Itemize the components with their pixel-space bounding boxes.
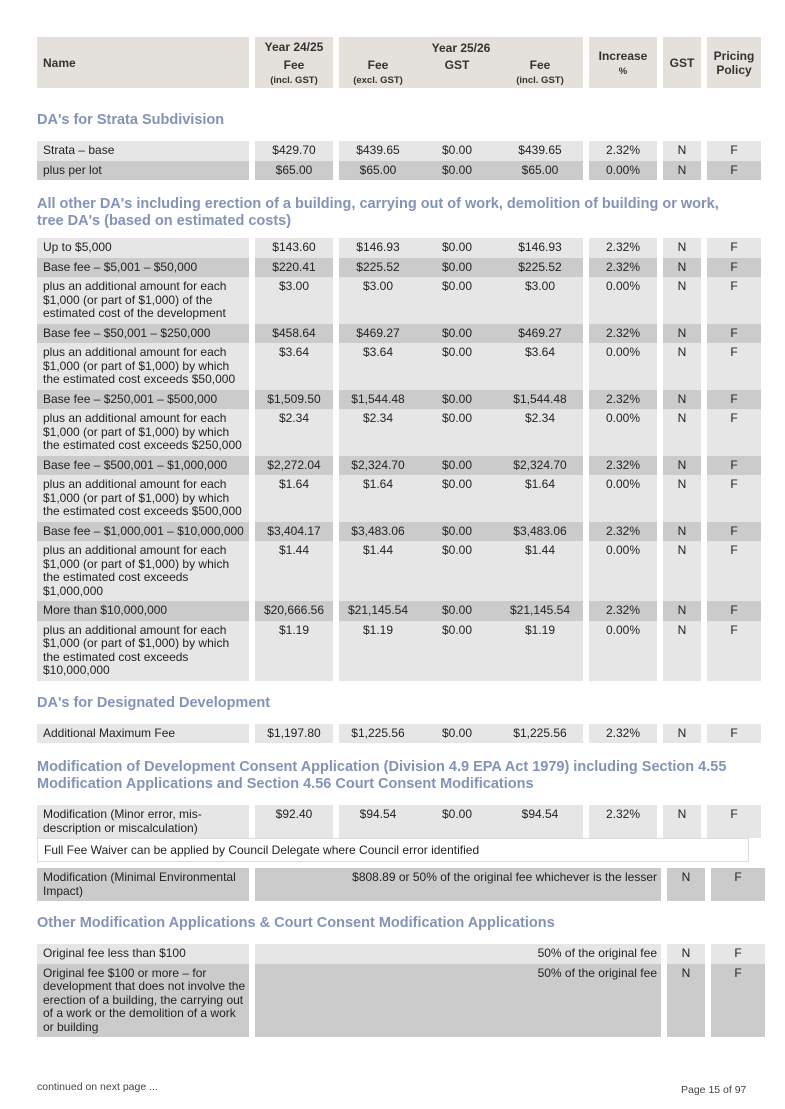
header-year-2526: Year 25/26 Fee (excl. GST) GST Fee (incl. GST) (339, 37, 583, 88)
row-name: plus an additional amount for each $1,000 (or part of $1,000) by which the estimated cost exceeds $250,000 (37, 409, 249, 456)
fee-2526-excl-gst: $3.00 (339, 277, 417, 324)
table-row (37, 238, 749, 258)
pricing-policy: F (707, 541, 761, 601)
gst-2526: $0.00 (417, 601, 497, 621)
increase-percent: 2.32% (589, 456, 657, 476)
gst-2526: $0.00 (417, 456, 497, 476)
gst-flag: N (663, 277, 701, 324)
fee-2425-incl-gst: $1,197.80 (255, 724, 333, 744)
fee-2526-incl-gst: $225.52 (497, 258, 583, 278)
fee-schedule-page (37, 37, 755, 1037)
row-name: Up to $5,000 (37, 238, 249, 258)
fee-2526-incl-gst: $65.00 (497, 161, 583, 181)
row-name: Original fee less than $100 (37, 944, 249, 964)
fee-2526-excl-gst: $146.93 (339, 238, 417, 258)
gst-2526: $0.00 (417, 238, 497, 258)
row-name: More than $10,000,000 (37, 601, 249, 621)
pricing-policy: F (707, 456, 761, 476)
fee-2526-excl-gst: $1,544.48 (339, 390, 417, 410)
fee-2425-incl-gst: $458.64 (255, 324, 333, 344)
increase-percent: 0.00% (589, 277, 657, 324)
pricing-policy: F (707, 805, 761, 838)
increase-percent: 0.00% (589, 621, 657, 681)
gst-flag: N (663, 475, 701, 522)
fee-2526-incl-gst: $3.64 (497, 343, 583, 390)
table-row (37, 601, 749, 621)
gst-flag: N (667, 944, 705, 964)
fee-2526-incl-gst: $1,544.48 (497, 390, 583, 410)
table-row (37, 277, 749, 324)
gst-flag: N (663, 258, 701, 278)
section-title: Other Modification Applications & Court Consent Modification Applications (37, 915, 555, 931)
section-title: DA's for Strata Subdivision (37, 112, 225, 128)
increase-percent: 2.32% (589, 390, 657, 410)
gst-flag: N (667, 868, 705, 901)
row-name: Original fee $100 or more – for development that does not involve the erection of a building, the carrying out of a work or the demolition of a work or building (37, 964, 249, 1038)
gst-2526: $0.00 (417, 475, 497, 522)
table-row (37, 964, 749, 1038)
pricing-policy: F (707, 621, 761, 681)
fee-2526-excl-gst: $1.44 (339, 541, 417, 601)
section-title: Modification of Development Consent Application (Division 4.9 EPA Act 1979) including Section 4.55 Modification Applications and Section 4.56 Court Consent Modifications (37, 759, 727, 792)
gst-flag: N (663, 541, 701, 601)
gst-2526: $0.00 (417, 541, 497, 601)
row-name: plus an additional amount for each $1,000 (or part of $1,000) by which the estimated cost exceeds $500,000 (37, 475, 249, 522)
table-row (37, 868, 749, 901)
fee-2425-incl-gst: $3.64 (255, 343, 333, 390)
fee-2526-excl-gst: $1.64 (339, 475, 417, 522)
fee-2526-excl-gst: $3,483.06 (339, 522, 417, 542)
page-number: Page 15 of 97 (681, 1084, 747, 1096)
row-name: plus per lot (37, 161, 249, 181)
pricing-policy: F (711, 964, 765, 1038)
increase-percent: 2.32% (589, 601, 657, 621)
increase-percent: 2.32% (589, 258, 657, 278)
gst-2526: $0.00 (417, 522, 497, 542)
table-row (37, 390, 749, 410)
fee-2526-excl-gst: $469.27 (339, 324, 417, 344)
fee-2526-excl-gst: $225.52 (339, 258, 417, 278)
gst-2526: $0.00 (417, 390, 497, 410)
table-row (37, 409, 749, 456)
fee-waiver-note: Full Fee Waiver can be applied by Council Delegate where Council error identified (37, 838, 749, 862)
increase-percent: 0.00% (589, 409, 657, 456)
table-row (37, 258, 749, 278)
table-header (37, 37, 755, 88)
gst-flag: N (663, 141, 701, 161)
pricing-policy: F (707, 724, 761, 744)
fee-2526-incl-gst: $3,483.06 (497, 522, 583, 542)
pricing-policy: F (707, 324, 761, 344)
table-row (37, 343, 749, 390)
pricing-policy: F (707, 238, 761, 258)
row-name: plus an additional amount for each $1,000 (or part of $1,000) by which the estimated cost exceeds $10,000,000 (37, 621, 249, 681)
fee-2425-incl-gst: $2.34 (255, 409, 333, 456)
gst-2526: $0.00 (417, 324, 497, 344)
fee-2526-excl-gst: $2,324.70 (339, 456, 417, 476)
row-name: Base fee – $5,001 – $50,000 (37, 258, 249, 278)
pricing-policy: F (707, 522, 761, 542)
gst-2526: $0.00 (417, 805, 497, 838)
increase-percent: 0.00% (589, 475, 657, 522)
fee-2526-incl-gst: $1.64 (497, 475, 583, 522)
fee-2526-excl-gst: $439.65 (339, 141, 417, 161)
fee-2526-excl-gst: $1,225.56 (339, 724, 417, 744)
gst-flag: N (663, 456, 701, 476)
gst-flag: N (663, 324, 701, 344)
row-name: Base fee – $50,001 – $250,000 (37, 324, 249, 344)
pricing-policy: F (711, 944, 765, 964)
fee-description: $808.89 or 50% of the original fee whichever is the lesser (255, 868, 661, 901)
fee-2526-excl-gst: $65.00 (339, 161, 417, 181)
fee-2526-excl-gst: $1.19 (339, 621, 417, 681)
table-row (37, 621, 749, 681)
gst-flag: N (667, 964, 705, 1038)
pricing-policy: F (711, 868, 765, 901)
row-name: Modification (Minimal Environmental Impact) (37, 868, 249, 901)
fee-2526-incl-gst: $3.00 (497, 277, 583, 324)
row-name: Base fee – $1,000,001 – $10,000,000 (37, 522, 249, 542)
pricing-policy: F (707, 161, 761, 181)
pricing-policy: F (707, 390, 761, 410)
section-title: DA's for Designated Development (37, 694, 271, 711)
table-row (37, 475, 749, 522)
fee-2425-incl-gst: $1.19 (255, 621, 333, 681)
row-name: plus an additional amount for each $1,000 (or part of $1,000) by which the estimated cost exceeds $50,000 (37, 343, 249, 390)
increase-percent: 2.32% (589, 141, 657, 161)
header-increase: Increase % (589, 37, 657, 88)
gst-2526: $0.00 (417, 343, 497, 390)
table-row (37, 522, 749, 542)
fee-2425-incl-gst: $429.70 (255, 141, 333, 161)
fee-2526-incl-gst: $94.54 (497, 805, 583, 838)
fee-2425-incl-gst: $1.64 (255, 475, 333, 522)
row-name: Modification (Minor error, mis-description or miscalculation) (37, 805, 249, 838)
header-pricing-policy: Pricing Policy (707, 37, 761, 88)
fee-2526-incl-gst: $469.27 (497, 324, 583, 344)
fee-2526-incl-gst: $21,145.54 (497, 601, 583, 621)
fee-2526-incl-gst: $1.44 (497, 541, 583, 601)
gst-2526: $0.00 (417, 258, 497, 278)
increase-percent: 2.32% (589, 238, 657, 258)
row-name: Additional Maximum Fee (37, 724, 249, 744)
fee-2425-incl-gst: $3,404.17 (255, 522, 333, 542)
increase-percent: 2.32% (589, 805, 657, 838)
fee-2425-incl-gst: $92.40 (255, 805, 333, 838)
fee-2425-incl-gst: $1.44 (255, 541, 333, 601)
table-row (37, 724, 749, 744)
pricing-policy: F (707, 601, 761, 621)
fee-2425-incl-gst: $1,509.50 (255, 390, 333, 410)
gst-2526: $0.00 (417, 409, 497, 456)
fee-2526-excl-gst: $94.54 (339, 805, 417, 838)
pricing-policy: F (707, 277, 761, 324)
fee-2526-incl-gst: $146.93 (497, 238, 583, 258)
row-name: Strata – base (37, 141, 249, 161)
increase-percent: 0.00% (589, 343, 657, 390)
fee-2526-incl-gst: $2.34 (497, 409, 583, 456)
gst-flag: N (663, 724, 701, 744)
table-row (37, 541, 749, 601)
fee-2425-incl-gst: $65.00 (255, 161, 333, 181)
gst-2526: $0.00 (417, 277, 497, 324)
table-row (37, 805, 749, 838)
table-row (37, 456, 749, 476)
increase-percent: 2.32% (589, 324, 657, 344)
fee-2425-incl-gst: $20,666.56 (255, 601, 333, 621)
gst-flag: N (663, 161, 701, 181)
fee-2526-excl-gst: $2.34 (339, 409, 417, 456)
gst-flag: N (663, 805, 701, 838)
fee-2526-incl-gst: $439.65 (497, 141, 583, 161)
gst-2526: $0.00 (417, 621, 497, 681)
increase-percent: 0.00% (589, 161, 657, 181)
fee-2526-excl-gst: $21,145.54 (339, 601, 417, 621)
gst-flag: N (663, 390, 701, 410)
gst-flag: N (663, 522, 701, 542)
table-row (37, 141, 749, 161)
gst-flag: N (663, 601, 701, 621)
gst-flag: N (663, 343, 701, 390)
pricing-policy: F (707, 409, 761, 456)
fee-2425-incl-gst: $3.00 (255, 277, 333, 324)
header-name: Name (37, 37, 249, 88)
row-name: plus an additional amount for each $1,000 (or part of $1,000) of the estimated cost of the development (37, 277, 249, 324)
increase-percent: 0.00% (589, 541, 657, 601)
gst-flag: N (663, 409, 701, 456)
fee-2425-incl-gst: $143.60 (255, 238, 333, 258)
increase-percent: 2.32% (589, 522, 657, 542)
fee-description: 50% of the original fee (255, 964, 661, 1038)
continued-note: continued on next page ... (37, 1081, 158, 1093)
table-row (37, 944, 749, 964)
header-gst: GST (663, 37, 701, 88)
gst-2526: $0.00 (417, 161, 497, 181)
row-name: Base fee – $250,001 – $500,000 (37, 390, 249, 410)
gst-flag: N (663, 238, 701, 258)
gst-flag: N (663, 621, 701, 681)
fee-2425-incl-gst: $2,272.04 (255, 456, 333, 476)
fee-2526-excl-gst: $3.64 (339, 343, 417, 390)
pricing-policy: F (707, 475, 761, 522)
gst-2526: $0.00 (417, 141, 497, 161)
row-name: Base fee – $500,001 – $1,000,000 (37, 456, 249, 476)
table-row (37, 324, 749, 344)
table-row (37, 161, 749, 181)
gst-2526: $0.00 (417, 724, 497, 744)
increase-percent: 2.32% (589, 724, 657, 744)
pricing-policy: F (707, 343, 761, 390)
row-name: plus an additional amount for each $1,000 (or part of $1,000) by which the estimated cost exceeds $1,000,000 (37, 541, 249, 601)
fee-2526-incl-gst: $1.19 (497, 621, 583, 681)
header-year-2425: Year 24/25 Fee (incl. GST) (255, 37, 333, 88)
fee-2526-incl-gst: $2,324.70 (497, 456, 583, 476)
fee-2425-incl-gst: $220.41 (255, 258, 333, 278)
pricing-policy: F (707, 258, 761, 278)
fee-description: 50% of the original fee (255, 944, 661, 964)
pricing-policy: F (707, 141, 761, 161)
fee-2526-incl-gst: $1,225.56 (497, 724, 583, 744)
section-title: All other DA's including erection of a building, carrying out of work, demolition of building or work, tree DA's (based on estimated costs) (37, 196, 719, 229)
